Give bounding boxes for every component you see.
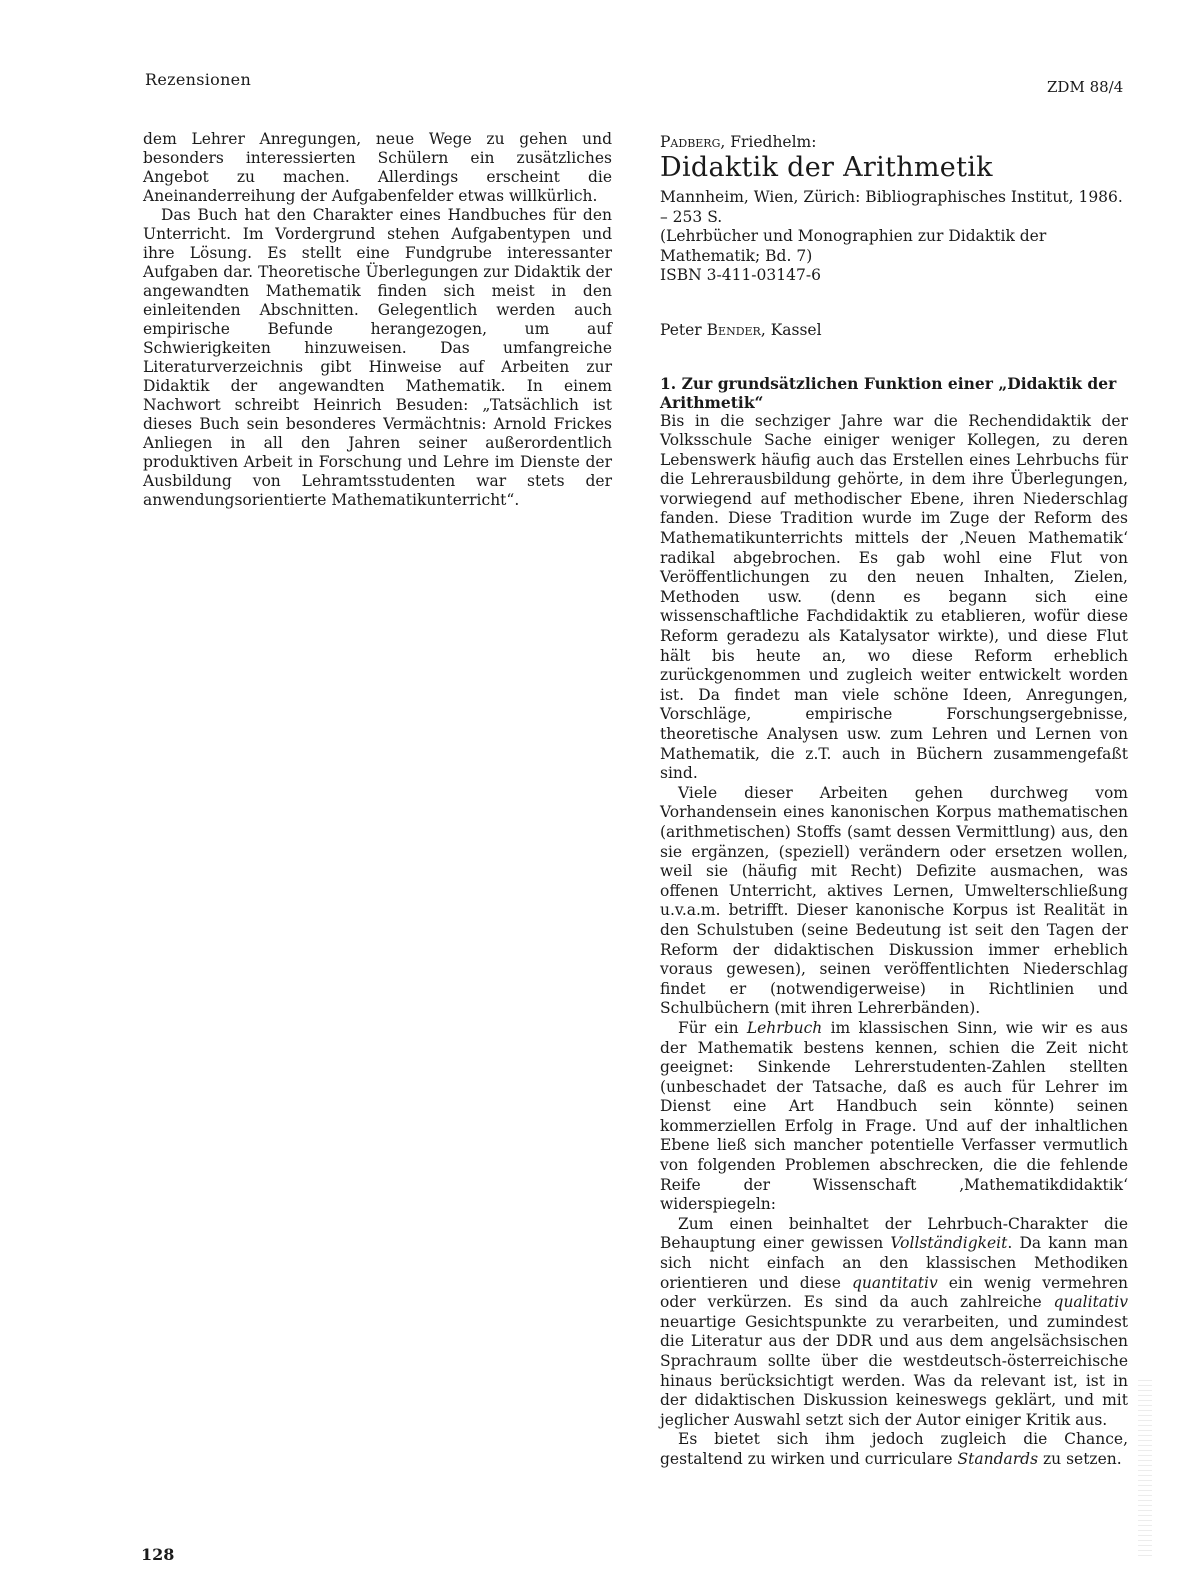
left-paragraph-2: Das Buch hat den Charakter eines Handbuches für den Unterricht. Im Vordergrund stehen Aufgabentypen und ihre Lösung. Es stellt eine Fundgrube interessanter Aufgaben dar. Theoretische Überlegungen zur Didaktik der angewandten Mathematik finden sich meist in den einleitenden Abschnitten. Gelegentlich werden auch empirische Befunde herangezogen, um auf Schwierigkeiten hinzuweisen. Das umfangreiche Literaturverzeichnis gibt Hinweise auf Arbeiten zur Didaktik der angewandten Mathematik. In einem Nachwort schreibt Heinrich Besuden: „Tatsächlich ist dieses Buch sein besonderes Vermächtnis: Arnold Frickes Anliegen in all den Jahren seiner außerordentlich produktiven Arbeit in Forschung und Lehre im Dienste der Ausbildung von Lehramtsstudenten war stets der anwendungsorientierte Mathematikunterricht“.: [143, 206, 612, 509]
review-paragraph-3-emphasis: Lehrbuch: [746, 1018, 823, 1037]
isbn-line: ISBN 3-411-03147-6: [660, 266, 821, 284]
review-paragraph-5-emphasis: Standards: [957, 1449, 1039, 1468]
review-paragraph-3-text: Für ein: [678, 1018, 747, 1037]
reviewer-given: Peter: [660, 320, 707, 339]
review-paragraph-5-text-b: zu setzen.: [1038, 1449, 1122, 1468]
book-author-given: , Friedhelm:: [720, 133, 817, 151]
review-paragraph-4-text-a: Zum einen beinhaltet der Lehrbuch-Charakter die Behauptung einer gewissen: [660, 1214, 1128, 1253]
review-paragraph-3-text-end: im klassischen Sinn, wie wir es aus der Mathematik bestens kennen, schien die Zeit nicht geeignet: Sinkende Lehrerstudenten-Zahlen stellten (unbeschadet der Tatsache, daß es auch für Lehrer im Dienst eine Art Handbuch sein könnte) seinen kommerziellen Erfolg in Frage. Und auf der inhaltlichen Ebene ließ sich mancher potentielle Verfasser vermutlich von folgenden Problemen abschrecken, die die fehlende Reife der Wissenschaft ‚Mathematikdidaktik‘ widerspiegeln:: [660, 1018, 1128, 1214]
page-number: 128: [141, 1545, 175, 1564]
scan-edge-noise: [1138, 1380, 1152, 1560]
book-author-surname: Padberg: [660, 133, 721, 151]
review-paragraph-4-emphasis-1: Vollständigkeit: [890, 1234, 1008, 1253]
review-paragraph-2: Viele dieser Arbeiten gehen durchweg vom Vorhandensein eines kanonischen Korpus mathematischen (arithmetischen) Stoffs (samt dessen Vermittlung) aus, den sie ergänzen, (speziell) verändern oder ersetzen wollen, weil sie (häufig mit Recht) Defizite ausmachen, was offenen Unterricht, aktives Lernen, Umwelterschließung u.v.a.m. betrifft. Dieser kanonische Korpus ist Realität in den Schulstuben (seine Bedeutung ist seit den Tagen der Reform der didaktischen Diskussion immer erheblich voraus gewesen), seinen veröffentlichten Niederschlag findet er (notwendigerweise) in Richtlinien und Schulbüchern (mit ihren Lehrerbänden).: [660, 783, 1128, 1018]
bibliographic-info: [660, 188, 1128, 286]
running-head-issue: ZDM 88/4: [1047, 78, 1124, 96]
review-paragraph-3: [660, 1019, 1128, 1215]
review-paragraph-4-text-b: . Da kann man sich nicht einfach an den klassischen Methodiken orientieren und diese: [660, 1234, 1128, 1292]
section-heading: 1. Zur grundsätzlichen Funktion einer „Didaktik der Arithmetik“: [660, 373, 1117, 412]
running-head-section: Rezensionen: [145, 70, 252, 89]
right-column: [660, 133, 1128, 1470]
review-paragraph-4-text-c: ein wenig vermehren oder verkürzen. Es sind da auch zahlreiche: [660, 1273, 1128, 1312]
book-title: Didaktik der Arithmetik: [660, 152, 993, 183]
review-paragraph-5-text-a: Es bietet sich ihm jedoch zugleich die Chance, gestaltend zu wirken und curriculare: [660, 1430, 1128, 1468]
book-author: [660, 133, 1128, 152]
publisher-line: Mannheim, Wien, Zürich: Bibliographisches Institut, 1986. – 253 S.: [660, 188, 1123, 226]
left-paragraph-1: dem Lehrer Anregungen, neue Wege zu gehen und besonders interessierten Schülern ein zusätzliches Angebot zu machen. Allerdings erscheint die Aneinanderreihung der Aufgabenfelder etwas willkürlich.: [143, 130, 612, 205]
reviewer-city: , Kassel: [760, 320, 822, 339]
review-paragraph-4-emphasis-2: quantitativ: [851, 1273, 938, 1292]
series-line: (Lehrbücher und Monographien zur Didaktik der Mathematik; Bd. 7): [660, 227, 1047, 265]
left-column: [143, 130, 612, 510]
reviewer-surname: Bender: [706, 320, 761, 339]
review-paragraph-4-text-d: neuartige Gesichtspunkte zu verarbeiten, und zumindest die Literatur aus der DDR und aus dem angelsächsischen Sprachraum sollte über die westdeutsch-österreichische hinaus berücksichtigt werden. Was da relevant ist, ist in der didaktischen Diskussion keineswegs geklärt, und mit jeglicher Auswahl setzt sich der Autor einiger Kritik aus.: [660, 1312, 1128, 1429]
reviewer-line: [660, 321, 1128, 340]
review-paragraph-4-emphasis-3: qualitativ: [1053, 1293, 1128, 1312]
review-paragraph-1: Bis in die sechziger Jahre war die Rechendidaktik der Volksschule Sache einiger weniger Kollegen, zu deren Lebenswerk häufig auch das Erstellen eines Lehrbuchs für die Lehrerausbildung gehörte, in dem ihre Überlegungen, vorwiegend auf methodischer Ebene, ihren Niederschlag fanden. Diese Tradition wurde im Zuge der Reform des Mathematikunterrichts mittels der ‚Neuen Mathematik‘ radikal abgebrochen. Es gab wohl eine Flut von Veröffentlichungen zu den neuen Inhalten, Zielen, Methoden usw. (denn es begann sich eine wissenschaftliche Fachdidaktik zu etablieren, wofür diese Reform geradezu als Katalysator wirkte), und diese Flut hält bis heute an, wo diese Reform erheblich zurückgenommen und zugleich weiter entwickelt worden ist. Da findet man viele schöne Ideen, Anregungen, Vorschläge, empirische Forschungsergebnisse, theoretische Analysen usw. zum Lehren und Lernen von Mathematik, die z.T. auch in Büchern zusammengefaßt sind.: [660, 411, 1128, 783]
review-paragraph-4: [660, 1215, 1128, 1431]
review-paragraph-5: [660, 1430, 1128, 1469]
